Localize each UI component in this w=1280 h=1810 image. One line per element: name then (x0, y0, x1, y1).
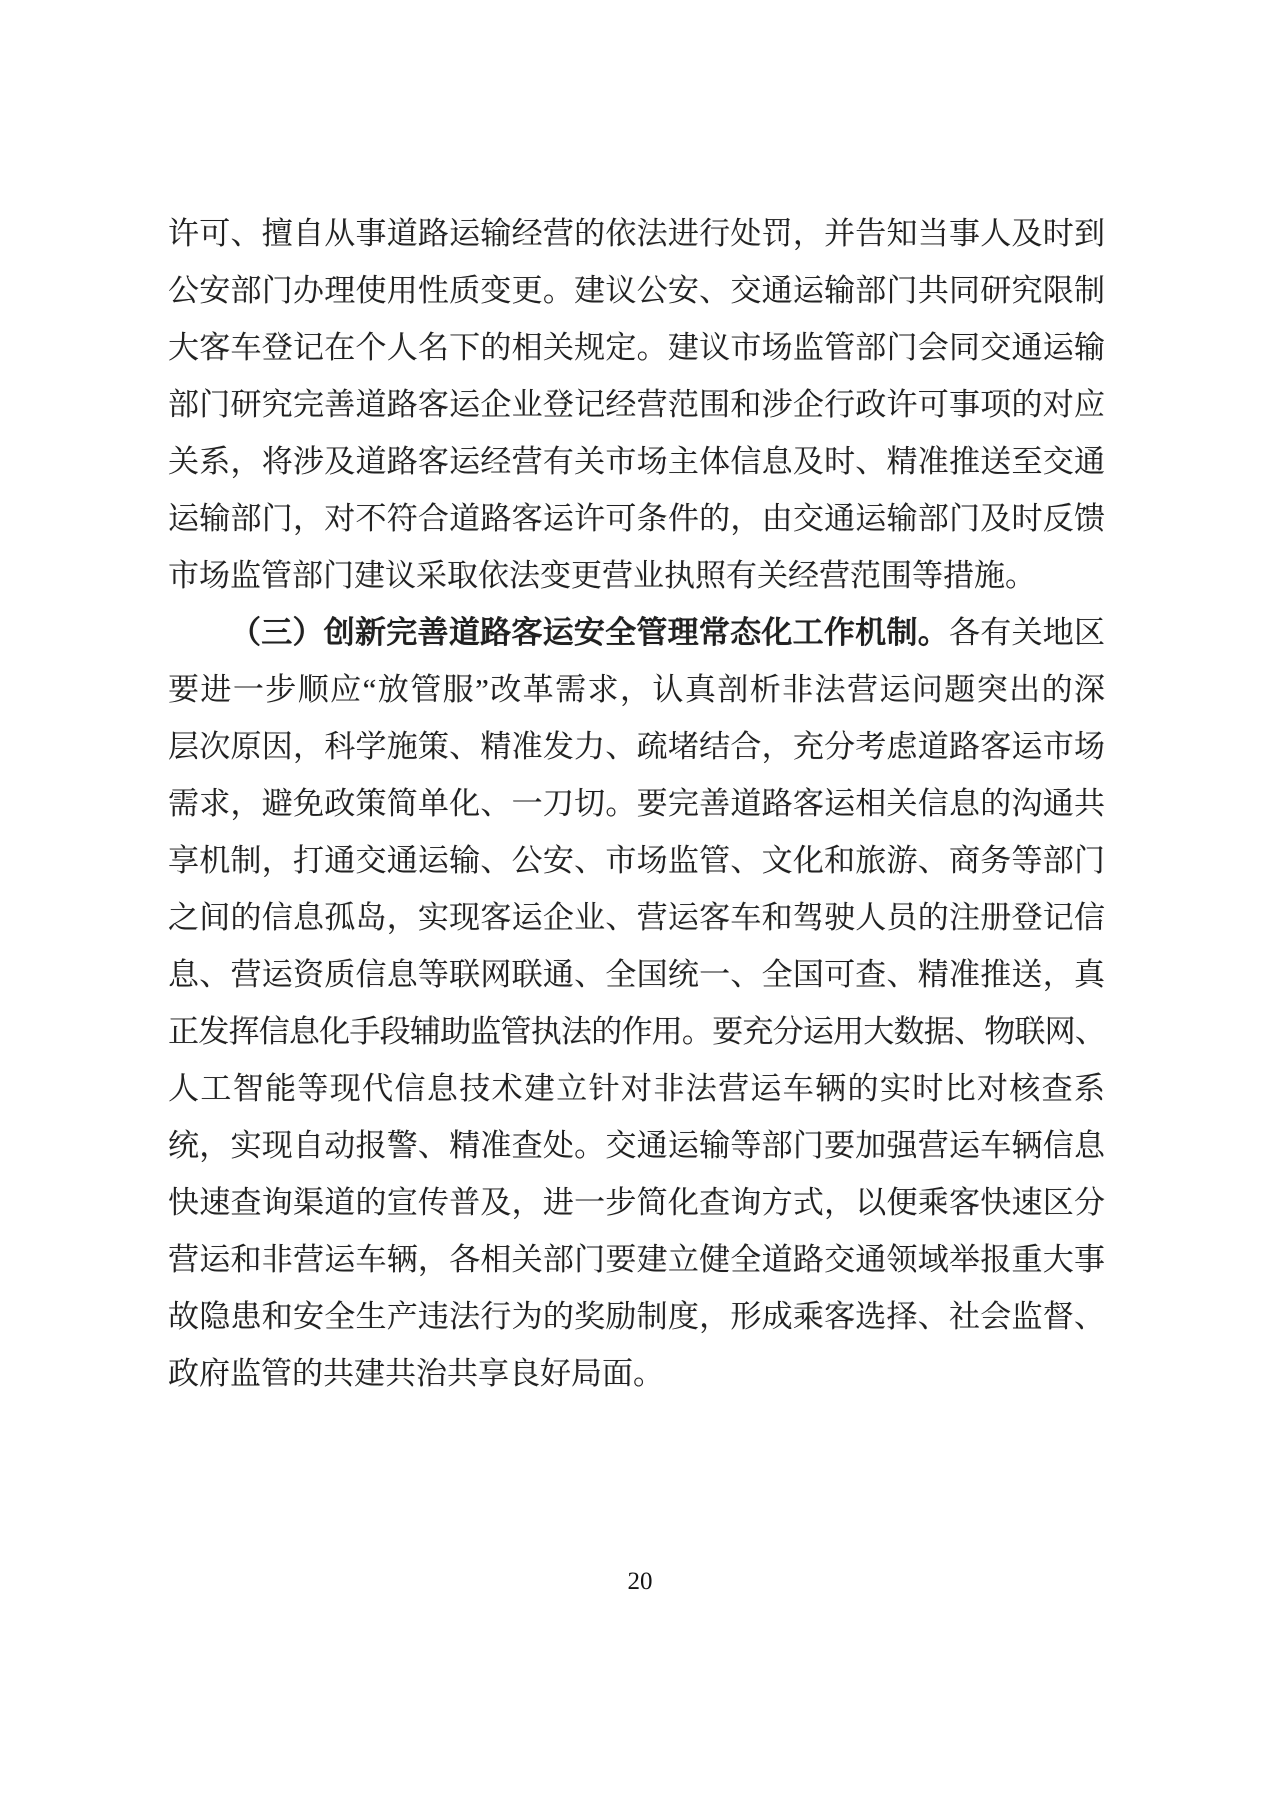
text-line (168, 262, 1105, 319)
text-line (168, 604, 1105, 661)
text-segment: 各有关地区 (948, 615, 1106, 650)
text-line (168, 433, 1105, 490)
text-line (168, 718, 1105, 775)
text-segment: 营运和非营运车辆，各相关部门要建立健全道路交通领域举报重大事 (168, 1242, 1105, 1277)
text-line (168, 1345, 1105, 1402)
text-segment: 关系，将涉及道路客运经营有关市场主体信息及时、精准推送至交通 (168, 444, 1105, 479)
text-line (168, 1060, 1105, 1117)
text-line (168, 205, 1105, 262)
text-segment: 部门研究完善道路客运企业登记经营范围和涉企行政许可事项的对应 (168, 387, 1105, 422)
paragraph-section-three (168, 604, 1105, 1402)
text-block (168, 205, 1105, 1402)
text-segment: 政府监管的共建共治共享良好局面。 (168, 1356, 664, 1391)
text-segment: 快速查询渠道的宣传普及，进一步简化查询方式，以便乘客快速区分 (168, 1185, 1105, 1220)
text-line (168, 1288, 1105, 1345)
text-line (168, 661, 1105, 718)
text-line (168, 832, 1105, 889)
section-heading: （三）创新完善道路客运安全管理常态化工作机制。 (230, 615, 949, 650)
text-line (168, 1117, 1105, 1174)
page-number: 20 (627, 1568, 653, 1595)
text-segment: 大客车登记在个人名下的相关规定。建议市场监管部门会同交通运输 (168, 330, 1105, 365)
text-line (168, 946, 1105, 1003)
text-segment: 公安部门办理使用性质变更。建议公安、交通运输部门共同研究限制 (168, 273, 1105, 308)
text-line (168, 547, 1105, 604)
text-line (168, 1174, 1105, 1231)
text-segment: 息、营运资质信息等联网联通、全国统一、全国可查、精准推送，真 (168, 957, 1105, 992)
text-segment: 需求，避免政策简单化、一刀切。要完善道路客运相关信息的沟通共 (168, 786, 1105, 821)
paragraph-continuation (168, 205, 1105, 604)
text-line (168, 1231, 1105, 1288)
text-segment: 享机制，打通交通运输、公安、市场监管、文化和旅游、商务等部门 (168, 843, 1105, 878)
text-segment: 市场监管部门建议采取依法变更营业执照有关经营范围等措施。 (168, 558, 1036, 593)
text-segment: 正发挥信息化手段辅助监管执法的作用。要充分运用大数据、物联网、 (168, 1014, 1105, 1049)
text-line (168, 490, 1105, 547)
text-segment: 人工智能等现代信息技术建立针对非法营运车辆的实时比对核查系 (168, 1071, 1105, 1106)
text-segment: 之间的信息孤岛，实现客运企业、营运客车和驾驶人员的注册登记信 (168, 900, 1105, 935)
text-segment: 统，实现自动报警、精准查处。交通运输等部门要加强营运车辆信息 (168, 1128, 1105, 1163)
text-line (168, 319, 1105, 376)
text-line (168, 889, 1105, 946)
text-segment: 许可、擅自从事道路运输经营的依法进行处罚，并告知当事人及时到 (168, 216, 1105, 251)
text-line (168, 376, 1105, 433)
text-line (168, 775, 1105, 832)
text-segment: 故隐患和安全生产违法行为的奖励制度，形成乘客选择、社会监督、 (168, 1299, 1105, 1334)
text-segment: 运输部门，对不符合道路客运许可条件的，由交通运输部门及时反馈 (168, 501, 1105, 536)
text-segment: 层次原因，科学施策、精准发力、疏堵结合，充分考虑道路客运市场 (168, 729, 1105, 764)
text-line (168, 1003, 1105, 1060)
text-segment: 要进一步顺应“放管服”改革需求，认真剖析非法营运问题突出的深 (168, 672, 1105, 707)
